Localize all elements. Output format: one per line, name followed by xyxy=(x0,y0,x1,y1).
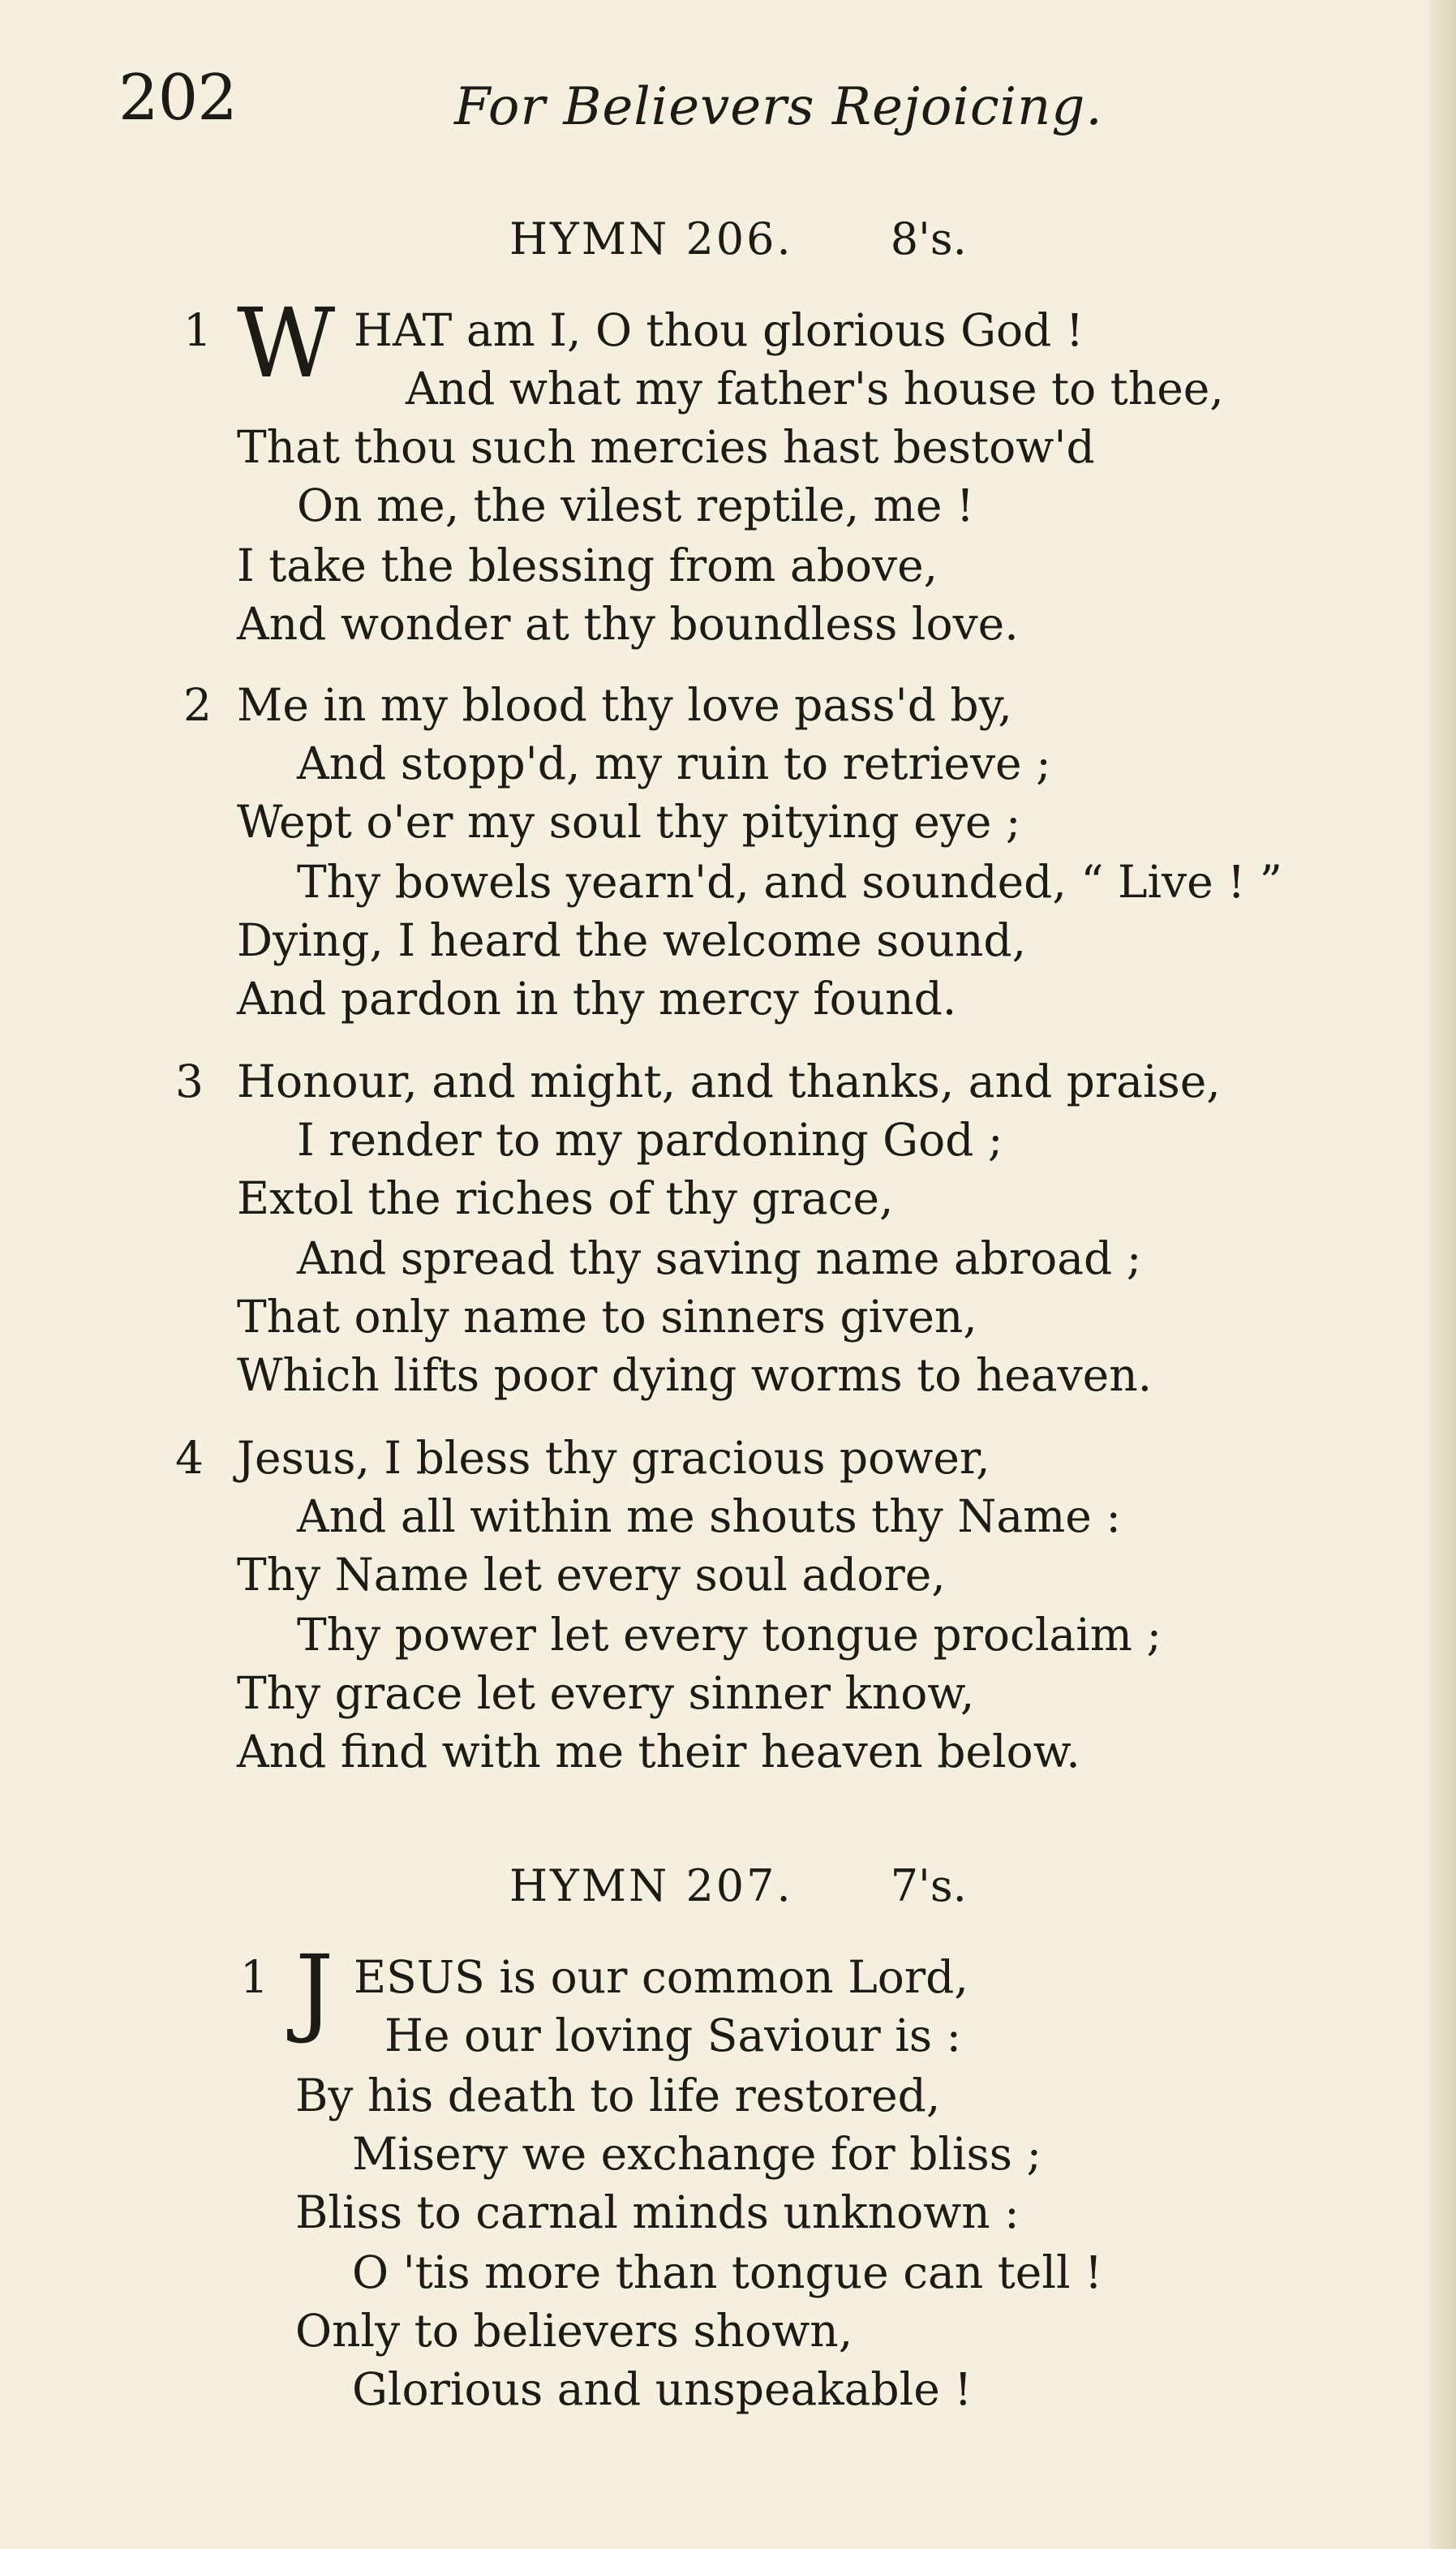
verse-number: 4 xyxy=(175,1432,204,1484)
verse-line: And spread thy saving name abroad ; xyxy=(297,1232,1142,1284)
verse-line: Dying, I heard the welcome sound, xyxy=(237,914,1027,966)
verse-line: By his death to life restored, xyxy=(295,2070,941,2121)
page-edge xyxy=(1428,0,1456,2549)
verse-line: Me in my blood thy love pass'd by, xyxy=(237,679,1012,731)
verse-number: 1 xyxy=(240,1951,268,2003)
verse-line: Misery we exchange for bliss ; xyxy=(352,2128,1042,2180)
drop-cap: J xyxy=(295,1934,334,2046)
verse-line: HAT am I, O thou glorious God ! xyxy=(354,304,1084,356)
verse-line: ESUS is our common Lord, xyxy=(354,1951,969,2003)
verse-line: And what my father's house to thee, xyxy=(406,363,1224,415)
verse-line: Wept o'er my soul thy pitying eye ; xyxy=(237,796,1021,848)
verse-line: On me, the vilest reptile, me ! xyxy=(297,479,974,531)
hymn-meter: 7's. xyxy=(890,1860,967,1911)
verse-line: And pardon in thy mercy found. xyxy=(237,973,957,1025)
hymn-title: HYMN 207. xyxy=(509,1860,793,1911)
verse-line: Thy Name let every soul adore, xyxy=(237,1549,946,1601)
verse-line: He our loving Saviour is : xyxy=(384,2010,962,2061)
verse-line: Thy power let every tongue proclaim ; xyxy=(297,1609,1162,1661)
verse-number: 2 xyxy=(183,679,212,731)
verse-number: 3 xyxy=(175,1055,204,1107)
verse-line: And find with me their heaven below. xyxy=(237,1726,1080,1777)
verse-line: Extol the riches of thy grace, xyxy=(237,1172,894,1224)
hymn-title: HYMN 206. xyxy=(509,213,793,264)
verse-line: Only to believers shown, xyxy=(295,2305,853,2357)
drop-cap: W xyxy=(237,287,336,399)
verse-line: I render to my pardoning God ; xyxy=(297,1114,1003,1166)
verse-line: Bliss to carnal minds unknown : xyxy=(295,2186,1020,2238)
verse-line: And stopp'd, my ruin to retrieve ; xyxy=(297,737,1051,789)
verse-line: Honour, and might, and thanks, and praise, xyxy=(237,1055,1221,1107)
hymn-206-heading xyxy=(509,213,967,264)
verse-line: Thy bowels yearn'd, and sounded, “ Live ! ” xyxy=(297,856,1282,908)
hymn-meter: 8's. xyxy=(890,213,967,264)
verse-line: Thy grace let every sinner know, xyxy=(237,1667,975,1719)
verse-line: Which lifts poor dying worms to heaven. xyxy=(237,1349,1153,1401)
running-head: For Believers Rejoicing. xyxy=(454,77,1103,137)
verse-line: That thou such mercies hast bestow'd xyxy=(237,421,1095,473)
verse-line: Glorious and unspeakable ! xyxy=(352,2363,973,2415)
verse-line: Jesus, I bless thy gracious power, xyxy=(237,1432,990,1484)
page-number: 202 xyxy=(118,62,237,135)
verse-line: And all within me shouts thy Name : xyxy=(297,1490,1121,1542)
hymn-207-heading xyxy=(509,1860,967,1911)
verse-line: O 'tis more than tongue can tell ! xyxy=(352,2246,1103,2298)
verse-line: I take the blessing from above, xyxy=(237,539,938,591)
verse-number: 1 xyxy=(183,304,212,356)
verse-line: And wonder at thy boundless love. xyxy=(237,598,1019,650)
verse-line: That only name to sinners given, xyxy=(237,1291,977,1343)
